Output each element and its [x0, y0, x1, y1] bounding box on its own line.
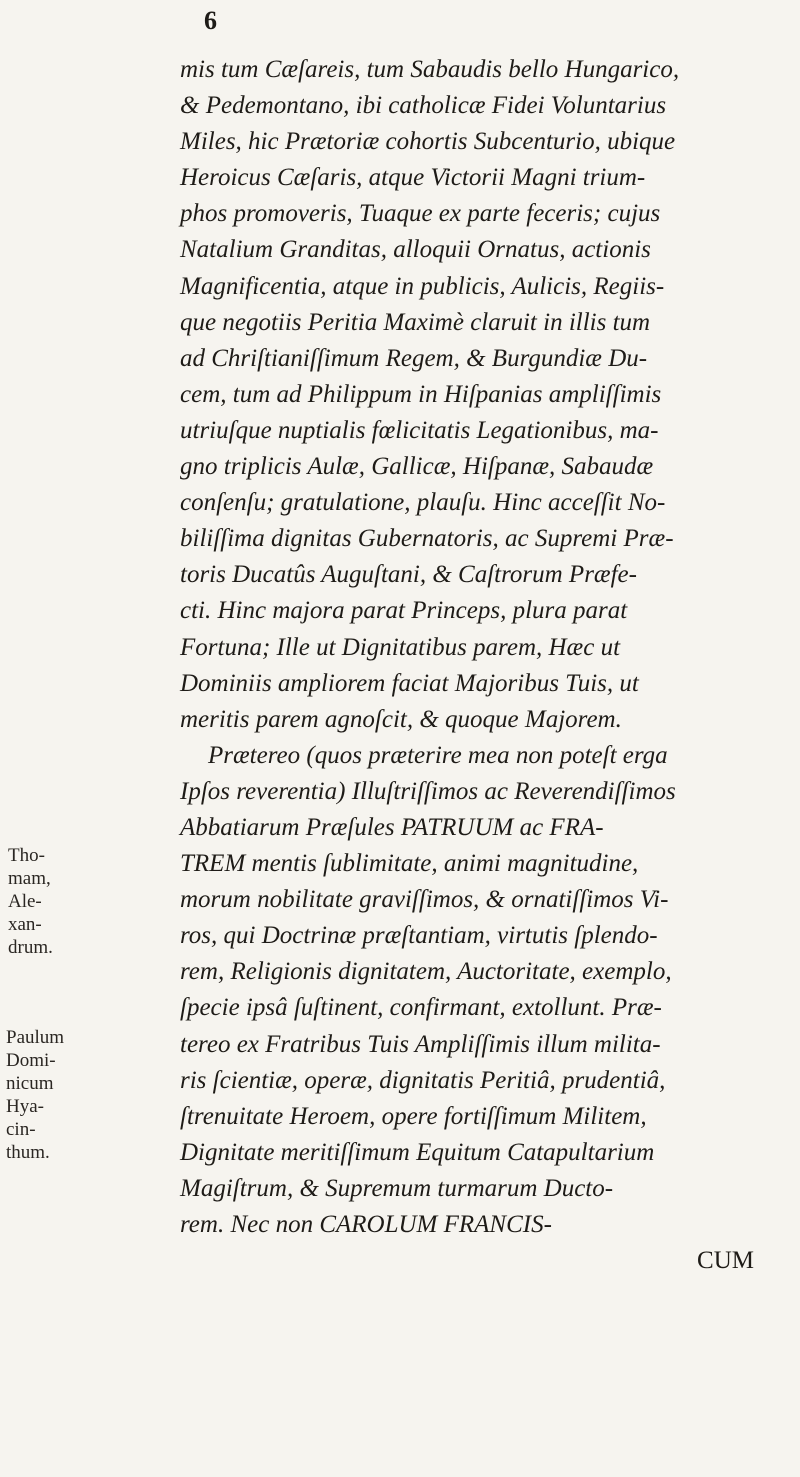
text-line: gno triplicis Aulæ, Gallicæ, Hiſpanæ, Sabaudæ	[180, 453, 654, 481]
text-line: ros, qui Doctrinæ præſtantiam, virtutis ſplendo-	[180, 922, 658, 950]
text-line: & Pedemontano, ibi catholicæ Fidei Voluntarius	[180, 92, 667, 120]
margin-note-line: Tho-	[8, 845, 45, 866]
text-line: ſtrenuitate Heroem, opere fortiſſimum Militem,	[180, 1102, 647, 1130]
text-line: TREM mentis ſublimitate, animi magnitudine,	[180, 850, 639, 878]
text-line: cem, tum ad Philippum in Hiſpanias ampliſſimis	[180, 380, 662, 408]
text-line: Ipſos reverentia) Illuſtriſſimos ac Reverendiſſimos	[180, 777, 676, 805]
text-line: Heroicus Cæſaris, atque Victorii Magni trium-	[180, 164, 646, 192]
text-line: ſpecie ipsâ ſuſtinent, confirmant, extollunt. Præ-	[180, 994, 662, 1022]
text-line: ris ſcientiæ, operæ, dignitatis Peritiâ, prudentiâ,	[180, 1066, 666, 1094]
text-line: Fortuna; Ille ut Dignitatibus parem, Hæc ut	[180, 633, 621, 661]
margin-note-line: Paulum	[6, 1027, 65, 1048]
text-line: morum nobilitate graviſſimos, & ornatiſſimos Vi-	[180, 886, 669, 914]
text-line: biliſſima dignitas Gubernatoris, ac Supremi Præ-	[180, 525, 674, 553]
text-line: rem. Nec non CAROLUM FRANCIS-	[180, 1211, 552, 1238]
text-line: que negotiis Peritia Maximè claruit in illis tum	[180, 308, 651, 336]
text-line: phos promoveris, Tuaque ex parte feceris; cujus	[180, 200, 661, 228]
text-line: Prætereo (quos præterire mea non poteſt erga	[208, 741, 668, 769]
body-text	[180, 52, 780, 1279]
catchword: CUM	[697, 1247, 754, 1275]
text-line: Miles, hic Prætoriæ cohortis Subcenturio, ubique	[180, 128, 676, 156]
margin-note-line: drum.	[8, 937, 53, 958]
margin-note-thomam-alexandrum	[8, 844, 53, 959]
text-line: utriuſque nuptialis fœlicitatis Legationibus, ma-	[180, 416, 659, 444]
text-line: Magnificentia, atque in publicis, Aulicis, Regiis-	[180, 272, 665, 300]
text-line: tereo ex Fratribus Tuis Ampliſſimis illum milita-	[180, 1030, 661, 1058]
text-line: meritis parem agnoſcit, & quoque Majorem.	[180, 705, 622, 733]
margin-note-line: cin-	[6, 1119, 36, 1140]
text-line: mis tum Cæſareis, tum Sabaudis bello Hungarico,	[180, 56, 680, 83]
text-line: Dignitate meritiſſimum Equitum Catapultarium	[180, 1138, 655, 1166]
text-line: ad Chriſtianiſſimum Regem, & Burgundiæ Du-	[180, 344, 648, 372]
text-line: rem, Religionis dignitatem, Auctoritate, exemplo,	[180, 958, 672, 986]
margin-note-line: Hya-	[6, 1096, 44, 1117]
text-line: Dominiis ampliorem faciat Majoribus Tuis, ut	[180, 669, 639, 697]
text-line: toris Ducatûs Auguſtani, & Caſtrorum Præfe-	[180, 561, 637, 589]
text-line: conſenſu; gratulatione, plauſu. Hinc acceſſit No-	[180, 489, 666, 517]
page-number: 6	[204, 6, 217, 35]
margin-note-line: Ale-	[8, 891, 42, 912]
margin-note-line: mam,	[8, 868, 51, 889]
text-line: Natalium Granditas, alloquii Ornatus, actionis	[180, 236, 651, 264]
margin-note-line: xan-	[8, 914, 42, 935]
margin-note-paulum-hyacinthum	[6, 1026, 64, 1164]
margin-note-line: Domi-	[6, 1050, 56, 1071]
margin-note-line: nicum	[6, 1073, 54, 1094]
margin-note-line: thum.	[6, 1142, 50, 1163]
text-line: Abbatiarum Præſules PATRUUM ac FRA-	[180, 813, 604, 841]
text-line: Magiſtrum, & Supremum turmarum Ducto-	[180, 1174, 614, 1202]
text-line: cti. Hinc majora parat Princeps, plura parat	[180, 597, 628, 625]
